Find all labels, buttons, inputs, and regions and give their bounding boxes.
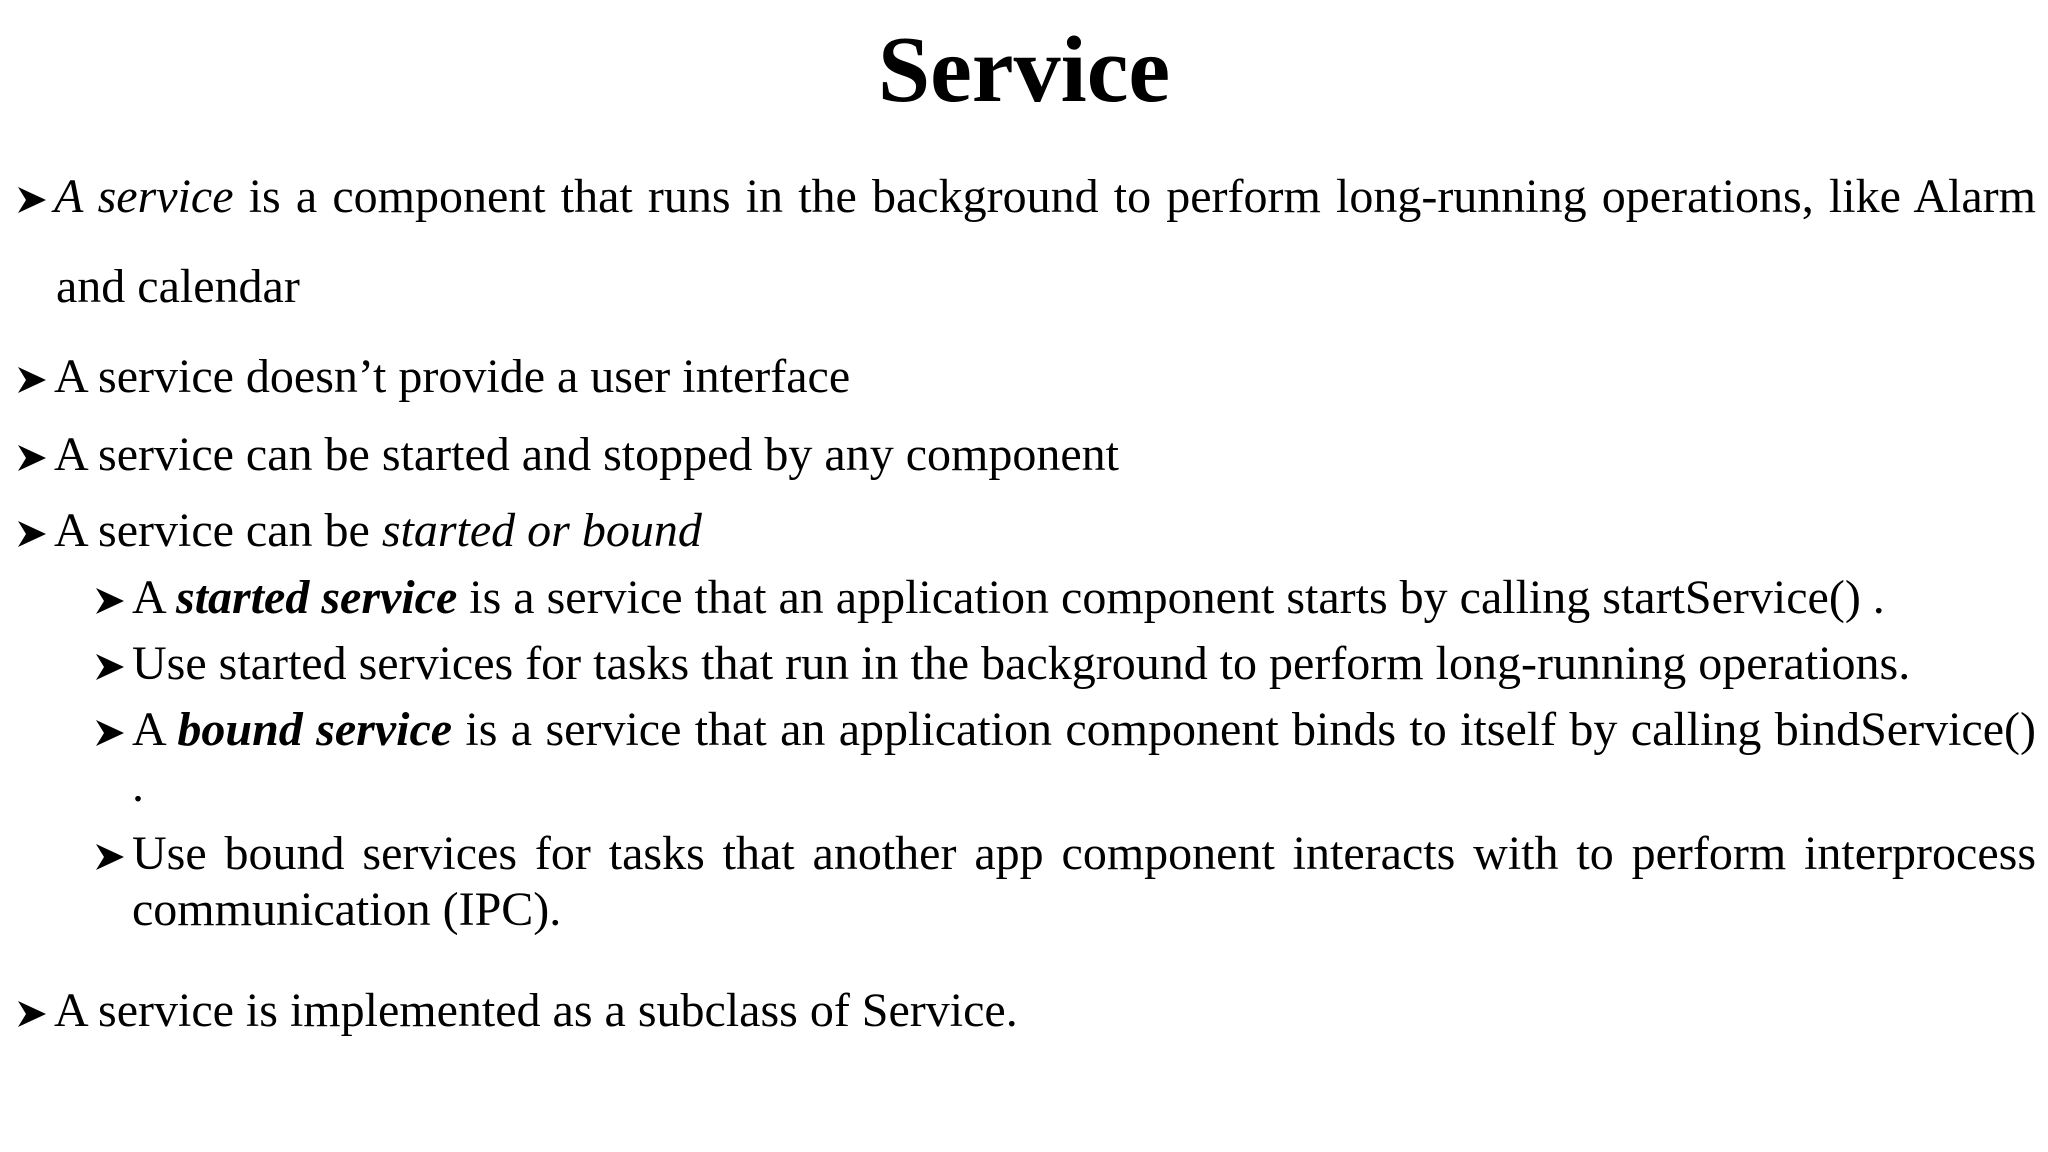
bullet-subclass <box>16 966 2036 1056</box>
arrowhead-bullet-icon <box>16 184 54 216</box>
term-started-or-bound: started or bound <box>381 504 702 557</box>
bullet-text: A service is implemented as a subclass of Service. <box>54 984 1018 1037</box>
bullet-service-definition <box>16 152 2036 332</box>
bullet-text: is a service that an application component binds to itself by calling bindService() . <box>132 703 2037 812</box>
arrowhead-bullet-icon <box>94 585 132 617</box>
arrowhead-bullet-icon <box>16 518 54 550</box>
term-started-service: started service <box>176 571 458 624</box>
bullet-text: A service can be <box>54 504 382 557</box>
arrowhead-bullet-icon <box>94 717 132 749</box>
bullet-text: A <box>132 703 178 756</box>
term-bound-service: bound service <box>177 703 453 756</box>
bullet-text: A service doesn’t provide a user interface <box>54 350 851 403</box>
term-a-service: A service <box>54 170 234 223</box>
bullet-started-or-bound <box>16 486 2036 576</box>
sub-bullet-bound-service <box>94 702 2036 814</box>
sub-bullet-use-started <box>94 636 2036 692</box>
bullet-text: is a service that an application component starts by calling startService() . <box>457 571 1885 624</box>
arrowhead-bullet-icon <box>16 998 54 1030</box>
bullet-text: A <box>132 571 177 624</box>
bullet-text: Use bound services for tasks that another app component interacts with to perform interprocess communication (IPC). <box>132 827 2036 936</box>
page-title: Service <box>877 18 1171 122</box>
arrowhead-bullet-icon <box>94 651 132 683</box>
bullet-text: Use started services for tasks that run in the background to perform long-running operations. <box>132 637 1911 690</box>
bullet-text: is a component that runs in the background to perform long-running operations, like Alarm and calendar <box>56 170 2036 313</box>
arrowhead-bullet-icon <box>16 442 54 474</box>
arrowhead-bullet-icon <box>94 841 132 873</box>
arrowhead-bullet-icon <box>16 364 54 396</box>
bullet-no-ui <box>16 332 2036 422</box>
sub-bullet-started-service <box>94 570 2036 626</box>
bullet-text: A service can be started and stopped by any component <box>54 428 1119 481</box>
sub-bullet-use-bound <box>94 826 2036 938</box>
